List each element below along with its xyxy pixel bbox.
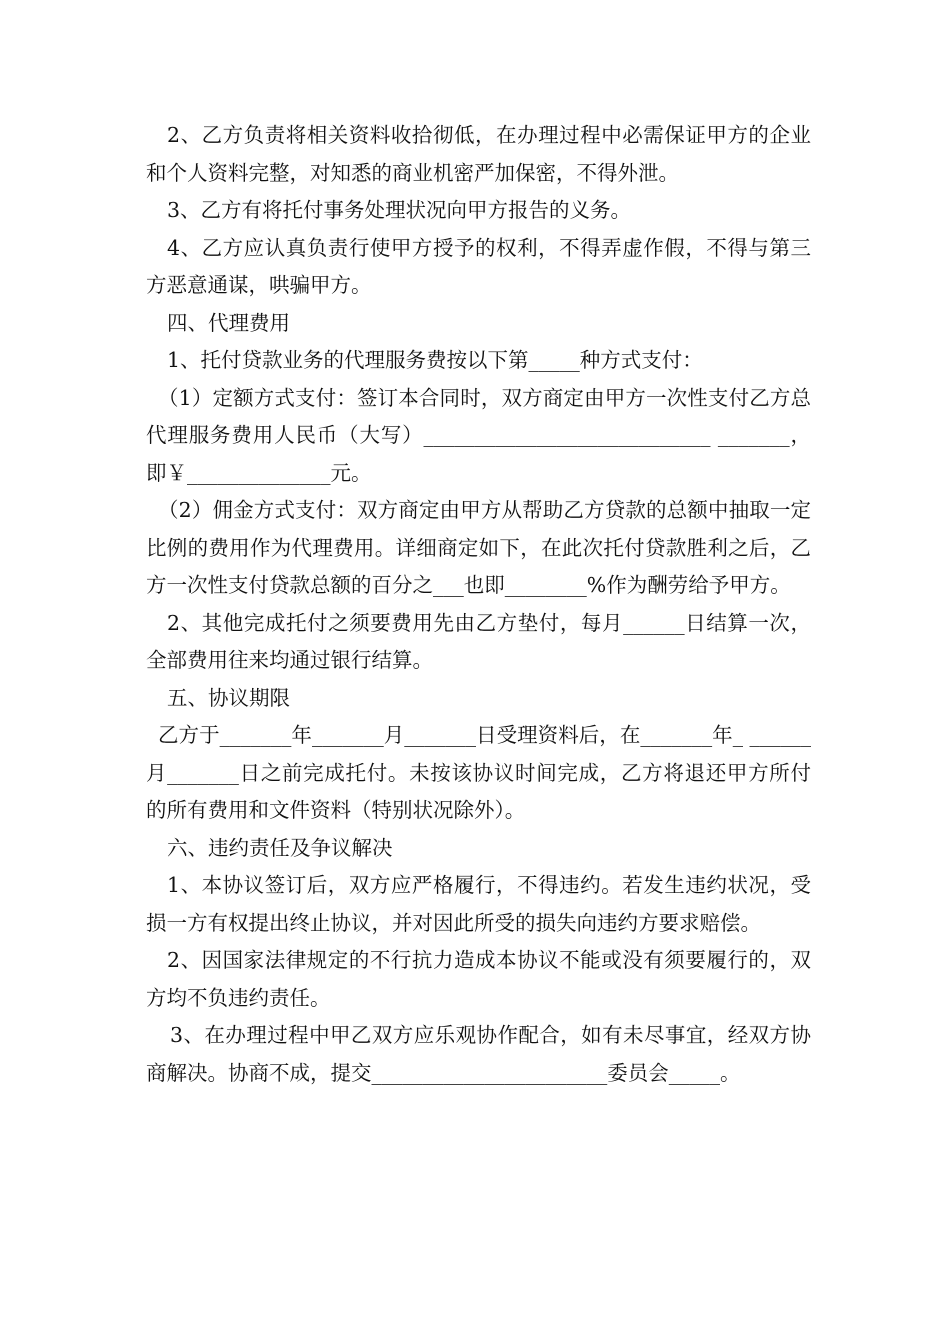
- paragraph-8: 乙方于_______年_______月_______日受理资料后，在_______年_ ______月_______日之前完成托付。未按该协议时间完成，乙方将退还甲方所付的所有费用和文件资料（特别状况除外）。: [146, 723, 811, 822]
- section-heading-fees: 四、代理费用: [167, 310, 290, 335]
- paragraph-5: （1）定额方式支付：签订本合同时，双方商定由甲方一次性支付乙方总代理服务费用人民币（大写）____________________________ _______，即￥______________元。: [146, 385, 811, 485]
- paragraph-9: 1、本协议签订后，双方应严格履行，不得违约。若发生违约状况，受损一方有权提出终止协议，并对因此所受的损失向违约方要求赔偿。: [146, 873, 811, 935]
- paragraph-6: （2）佣金方式支付：双方商定由甲方从帮助乙方贷款的总额中抽取一定比例的费用作为代理费用。详细商定如下，在此次托付贷款胜利之后，乙方一次性支付贷款总额的百分之___也即________%作为酬劳给予甲方。: [146, 498, 811, 597]
- paragraph-4: 1、托付贷款业务的代理服务费按以下第_____种方式支付：: [167, 348, 703, 372]
- section-heading-liability: 六、违约责任及争议解决: [167, 835, 393, 860]
- paragraph-2: 3、乙方有将托付事务处理状况向甲方报告的义务。: [167, 198, 632, 222]
- paragraph-10: 2、因国家法律规定的不行抗力造成本协议不能或没有须要履行的，双方均不负违约责任。: [146, 948, 811, 1010]
- paragraph-1: 2、乙方负责将相关资料收拾彻低，在办理过程中必需保证甲方的企业和个人资料完整，对知悉的商业机密严加保密，不得外泄。: [146, 123, 811, 185]
- paragraph-7: 2、其他完成托付之须要费用先由乙方垫付，每月______日结算一次，全部费用往来均通过银行结算。: [146, 610, 811, 672]
- document-body: [146, 117, 811, 1092]
- paragraph-3: 4、乙方应认真负责行使甲方授予的权利，不得弄虚作假，不得与第三方恶意通谋，哄骗甲方。: [146, 235, 811, 297]
- section-heading-term: 五、协议期限: [167, 685, 290, 710]
- paragraph-11: 3、在办理过程中甲乙双方应乐观协作配合，如有未尽事宜，经双方协商解决。协商不成，提交_______________________委员会_____。: [146, 1023, 811, 1085]
